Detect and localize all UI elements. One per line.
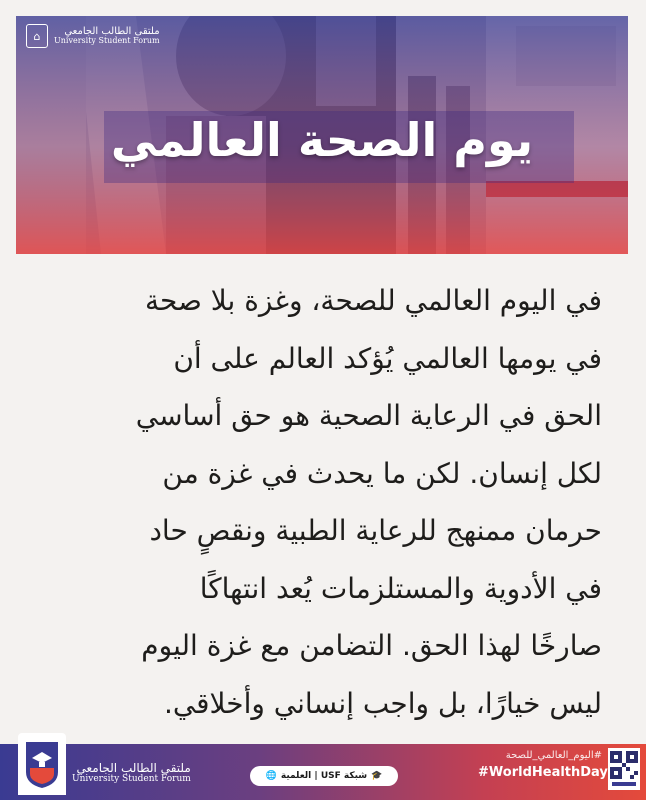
body-line: حرمان ممنهج للرعاية الطبية ونقصٍ حاد — [149, 514, 602, 547]
top-logo — [26, 24, 160, 48]
body-line: لكل إنسان. لكن ما يحدث في غزة من — [162, 456, 602, 490]
body-line: في الأدوية والمستلزمات يُعد انتهاكًا — [199, 571, 602, 605]
top-logo-arabic: ملتقى الطالب الجامعي — [64, 26, 160, 38]
footer-logo-text — [72, 762, 191, 785]
hashtag-arabic: #اليوم_العالمي_للصحة — [505, 750, 602, 761]
body-line: في يومها العالمي يُؤكد العالم على أن — [173, 341, 602, 375]
body-line: في اليوم العالمي للصحة، وغزة بلا صحة — [145, 284, 602, 317]
footer-logo-english: University Student Forum — [72, 774, 191, 785]
footer-logo-arabic: ملتقى الطالب الجامعي — [76, 761, 191, 775]
network-label: شبكة USF | العلمية — [280, 771, 368, 781]
graduation-cap-icon: 🎓 — [371, 771, 383, 781]
hashtags — [478, 744, 608, 780]
body-line: الحق في الرعاية الصحية هو حق أساسي — [135, 399, 602, 432]
forum-logo-icon: ⌂ — [26, 24, 48, 48]
network-globe-icon: 🌐 — [265, 771, 277, 781]
body-line: ليس خيارًا، بل واجب إنساني وأخلاقي. — [163, 686, 602, 720]
article-body — [28, 272, 602, 732]
footer-crest — [18, 733, 66, 795]
body-line: صارخًا لهذا الحق. التضامن مع غزة اليوم — [141, 629, 602, 662]
page-title: يوم الصحة العالمي — [110, 113, 534, 167]
hashtag-english: #WorldHealthDay — [478, 765, 608, 780]
network-badge — [250, 766, 398, 786]
header-banner — [16, 16, 628, 254]
qr-code-icon — [608, 748, 640, 790]
top-logo-english: University Student Forum — [54, 36, 160, 46]
forum-logo-icon — [22, 738, 62, 790]
